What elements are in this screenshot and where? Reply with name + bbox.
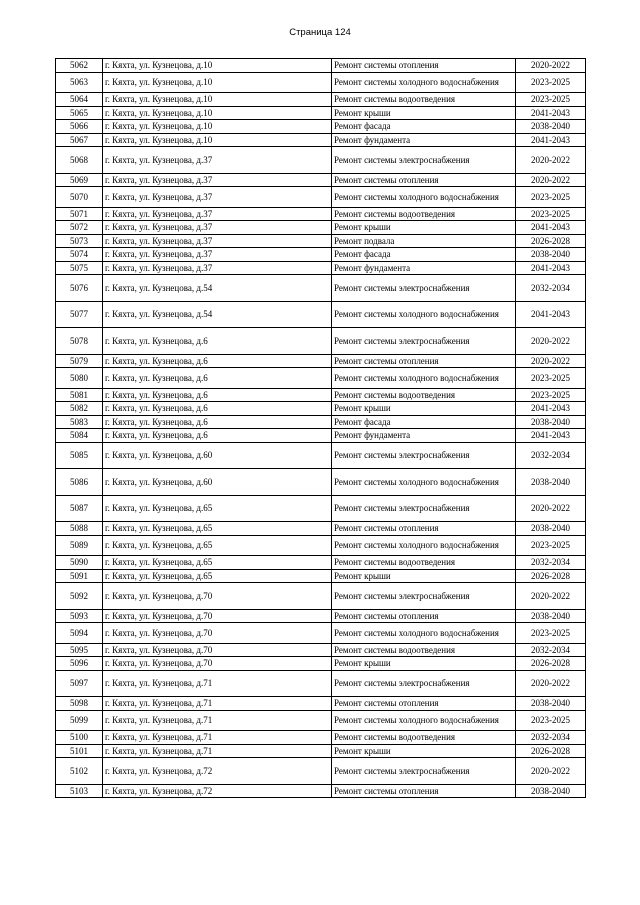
row-period: 2032-2034 [516, 731, 586, 745]
row-number: 5095 [56, 643, 103, 657]
row-number: 5094 [56, 623, 103, 644]
table-row [56, 207, 586, 221]
table-row [56, 72, 586, 93]
repair-schedule-table [55, 58, 586, 798]
row-number: 5066 [56, 120, 103, 134]
row-work-type: Ремонт фундамента [332, 429, 516, 443]
row-period: 2038-2040 [516, 784, 586, 798]
table-row [56, 120, 586, 134]
row-number: 5071 [56, 207, 103, 221]
table-row [56, 495, 586, 522]
table-row [56, 583, 586, 610]
table-row [56, 609, 586, 623]
row-work-type: Ремонт крыши [332, 657, 516, 671]
row-address: г. Кяхта, ул. Кузнецова, д.72 [103, 758, 332, 785]
row-period: 2041-2043 [516, 402, 586, 416]
row-work-type: Ремонт системы холодного водоснабжения [332, 187, 516, 208]
row-period: 2032-2034 [516, 643, 586, 657]
table-row [56, 569, 586, 583]
row-address: г. Кяхта, ул. Кузнецова, д.10 [103, 133, 332, 147]
table-row [56, 535, 586, 556]
row-address: г. Кяхта, ул. Кузнецова, д.65 [103, 556, 332, 570]
row-work-type: Ремонт системы водоотведения [332, 388, 516, 402]
table-row [56, 93, 586, 107]
row-address: г. Кяхта, ул. Кузнецова, д.65 [103, 495, 332, 522]
row-address: г. Кяхта, ул. Кузнецова, д.10 [103, 106, 332, 120]
row-number: 5081 [56, 388, 103, 402]
table-row [56, 556, 586, 570]
row-work-type: Ремонт подвала [332, 234, 516, 248]
row-address: г. Кяхта, ул. Кузнецова, д.65 [103, 522, 332, 536]
table-row [56, 221, 586, 235]
row-period: 2026-2028 [516, 234, 586, 248]
row-work-type: Ремонт системы электроснабжения [332, 442, 516, 469]
row-number: 5099 [56, 710, 103, 731]
row-period: 2020-2022 [516, 583, 586, 610]
row-work-type: Ремонт системы отопления [332, 609, 516, 623]
row-number: 5102 [56, 758, 103, 785]
table-row [56, 429, 586, 443]
row-period: 2038-2040 [516, 248, 586, 262]
row-period: 2020-2022 [516, 758, 586, 785]
row-address: г. Кяхта, ул. Кузнецова, д.65 [103, 569, 332, 583]
row-work-type: Ремонт системы водоотведения [332, 207, 516, 221]
row-work-type: Ремонт системы водоотведения [332, 556, 516, 570]
row-address: г. Кяхта, ул. Кузнецова, д.70 [103, 643, 332, 657]
row-work-type: Ремонт фундамента [332, 261, 516, 275]
row-period: 2041-2043 [516, 106, 586, 120]
table-row [56, 248, 586, 262]
row-number: 5063 [56, 72, 103, 93]
row-period: 2020-2022 [516, 147, 586, 174]
row-period: 2026-2028 [516, 744, 586, 758]
row-work-type: Ремонт системы электроснабжения [332, 147, 516, 174]
row-address: г. Кяхта, ул. Кузнецова, д.37 [103, 261, 332, 275]
row-work-type: Ремонт фасада [332, 120, 516, 134]
row-number: 5062 [56, 59, 103, 73]
row-period: 2026-2028 [516, 657, 586, 671]
row-work-type: Ремонт системы отопления [332, 522, 516, 536]
table-row [56, 657, 586, 671]
table-row [56, 368, 586, 389]
table-row [56, 784, 586, 798]
row-number: 5080 [56, 368, 103, 389]
row-work-type: Ремонт крыши [332, 221, 516, 235]
row-number: 5073 [56, 234, 103, 248]
row-address: г. Кяхта, ул. Кузнецова, д.54 [103, 275, 332, 302]
row-number: 5064 [56, 93, 103, 107]
row-address: г. Кяхта, ул. Кузнецова, д.6 [103, 328, 332, 355]
row-address: г. Кяхта, ул. Кузнецова, д.6 [103, 429, 332, 443]
row-work-type: Ремонт крыши [332, 106, 516, 120]
row-period: 2023-2025 [516, 207, 586, 221]
row-number: 5078 [56, 328, 103, 355]
table-row [56, 187, 586, 208]
row-work-type: Ремонт системы водоотведения [332, 643, 516, 657]
row-address: г. Кяхта, ул. Кузнецова, д.54 [103, 301, 332, 328]
row-period: 2023-2025 [516, 710, 586, 731]
row-address: г. Кяхта, ул. Кузнецова, д.37 [103, 187, 332, 208]
row-work-type: Ремонт системы электроснабжения [332, 328, 516, 355]
row-number: 5070 [56, 187, 103, 208]
row-address: г. Кяхта, ул. Кузнецова, д.71 [103, 670, 332, 697]
row-period: 2038-2040 [516, 697, 586, 711]
row-work-type: Ремонт системы отопления [332, 784, 516, 798]
row-address: г. Кяхта, ул. Кузнецова, д.10 [103, 120, 332, 134]
table-row [56, 402, 586, 416]
row-number: 5090 [56, 556, 103, 570]
row-work-type: Ремонт системы отопления [332, 173, 516, 187]
row-work-type: Ремонт системы электроснабжения [332, 275, 516, 302]
row-period: 2020-2022 [516, 354, 586, 368]
table-row [56, 261, 586, 275]
row-address: г. Кяхта, ул. Кузнецова, д.60 [103, 469, 332, 496]
table-row [56, 643, 586, 657]
row-address: г. Кяхта, ул. Кузнецова, д.10 [103, 72, 332, 93]
row-period: 2020-2022 [516, 328, 586, 355]
row-number: 5072 [56, 221, 103, 235]
row-work-type: Ремонт крыши [332, 569, 516, 583]
row-address: г. Кяхта, ул. Кузнецова, д.10 [103, 93, 332, 107]
row-address: г. Кяхта, ул. Кузнецова, д.6 [103, 354, 332, 368]
row-number: 5065 [56, 106, 103, 120]
row-work-type: Ремонт фундамента [332, 133, 516, 147]
table-row [56, 670, 586, 697]
row-address: г. Кяхта, ул. Кузнецова, д.6 [103, 368, 332, 389]
table-row [56, 133, 586, 147]
row-address: г. Кяхта, ул. Кузнецова, д.72 [103, 784, 332, 798]
row-number: 5091 [56, 569, 103, 583]
row-work-type: Ремонт крыши [332, 744, 516, 758]
row-work-type: Ремонт системы отопления [332, 354, 516, 368]
row-number: 5085 [56, 442, 103, 469]
row-number: 5100 [56, 731, 103, 745]
table-row [56, 328, 586, 355]
row-address: г. Кяхта, ул. Кузнецова, д.65 [103, 535, 332, 556]
row-number: 5101 [56, 744, 103, 758]
row-number: 5077 [56, 301, 103, 328]
row-number: 5086 [56, 469, 103, 496]
row-period: 2023-2025 [516, 187, 586, 208]
row-period: 2041-2043 [516, 133, 586, 147]
row-number: 5103 [56, 784, 103, 798]
row-period: 2041-2043 [516, 301, 586, 328]
row-work-type: Ремонт системы холодного водоснабжения [332, 469, 516, 496]
table-row [56, 234, 586, 248]
row-work-type: Ремонт системы холодного водоснабжения [332, 535, 516, 556]
row-number: 5096 [56, 657, 103, 671]
table-row [56, 147, 586, 174]
row-work-type: Ремонт системы холодного водоснабжения [332, 368, 516, 389]
row-work-type: Ремонт системы электроснабжения [332, 495, 516, 522]
row-period: 2020-2022 [516, 173, 586, 187]
table-row [56, 59, 586, 73]
row-period: 2038-2040 [516, 415, 586, 429]
row-address: г. Кяхта, ул. Кузнецова, д.71 [103, 744, 332, 758]
row-address: г. Кяхта, ул. Кузнецова, д.70 [103, 623, 332, 644]
row-number: 5097 [56, 670, 103, 697]
row-number: 5079 [56, 354, 103, 368]
row-period: 2023-2025 [516, 368, 586, 389]
row-address: г. Кяхта, ул. Кузнецова, д.37 [103, 221, 332, 235]
row-work-type: Ремонт системы холодного водоснабжения [332, 710, 516, 731]
row-work-type: Ремонт системы холодного водоснабжения [332, 301, 516, 328]
row-period: 2020-2022 [516, 59, 586, 73]
row-period: 2038-2040 [516, 120, 586, 134]
row-address: г. Кяхта, ул. Кузнецова, д.70 [103, 609, 332, 623]
row-period: 2032-2034 [516, 556, 586, 570]
row-number: 5092 [56, 583, 103, 610]
row-number: 5075 [56, 261, 103, 275]
table-row [56, 442, 586, 469]
row-number: 5093 [56, 609, 103, 623]
row-work-type: Ремонт крыши [332, 402, 516, 416]
row-address: г. Кяхта, ул. Кузнецова, д.60 [103, 442, 332, 469]
table-row [56, 301, 586, 328]
row-period: 2038-2040 [516, 609, 586, 623]
row-work-type: Ремонт системы электроснабжения [332, 583, 516, 610]
row-address: г. Кяхта, ул. Кузнецова, д.6 [103, 402, 332, 416]
row-work-type: Ремонт системы отопления [332, 697, 516, 711]
row-period: 2041-2043 [516, 261, 586, 275]
row-period: 2020-2022 [516, 670, 586, 697]
table-row [56, 731, 586, 745]
row-period: 2026-2028 [516, 569, 586, 583]
row-number: 5083 [56, 415, 103, 429]
row-period: 2032-2034 [516, 442, 586, 469]
row-period: 2041-2043 [516, 429, 586, 443]
table-row [56, 744, 586, 758]
table-row [56, 354, 586, 368]
row-period: 2023-2025 [516, 93, 586, 107]
row-period: 2023-2025 [516, 388, 586, 402]
table-row [56, 522, 586, 536]
row-period: 2038-2040 [516, 522, 586, 536]
row-number: 5089 [56, 535, 103, 556]
row-work-type: Ремонт фасада [332, 248, 516, 262]
row-address: г. Кяхта, ул. Кузнецова, д.70 [103, 657, 332, 671]
row-number: 5084 [56, 429, 103, 443]
row-work-type: Ремонт системы электроснабжения [332, 670, 516, 697]
row-period: 2020-2022 [516, 495, 586, 522]
row-work-type: Ремонт системы электроснабжения [332, 758, 516, 785]
row-number: 5088 [56, 522, 103, 536]
row-work-type: Ремонт системы водоотведения [332, 731, 516, 745]
row-number: 5087 [56, 495, 103, 522]
row-work-type: Ремонт системы холодного водоснабжения [332, 72, 516, 93]
row-number: 5098 [56, 697, 103, 711]
table-body [56, 59, 586, 798]
row-address: г. Кяхта, ул. Кузнецова, д.37 [103, 147, 332, 174]
row-address: г. Кяхта, ул. Кузнецова, д.37 [103, 207, 332, 221]
table-row [56, 173, 586, 187]
table-row [56, 469, 586, 496]
row-number: 5068 [56, 147, 103, 174]
row-period: 2038-2040 [516, 469, 586, 496]
row-address: г. Кяхта, ул. Кузнецова, д.71 [103, 710, 332, 731]
row-number: 5074 [56, 248, 103, 262]
row-address: г. Кяхта, ул. Кузнецова, д.71 [103, 697, 332, 711]
table-row [56, 275, 586, 302]
table-row [56, 415, 586, 429]
row-address: г. Кяхта, ул. Кузнецова, д.6 [103, 415, 332, 429]
table-row [56, 758, 586, 785]
row-work-type: Ремонт системы отопления [332, 59, 516, 73]
row-address: г. Кяхта, ул. Кузнецова, д.37 [103, 173, 332, 187]
table-row [56, 388, 586, 402]
row-number: 5082 [56, 402, 103, 416]
row-period: 2041-2043 [516, 221, 586, 235]
page-header: Страница 124 [289, 27, 351, 38]
table-row [56, 697, 586, 711]
row-work-type: Ремонт системы водоотведения [332, 93, 516, 107]
row-address: г. Кяхта, ул. Кузнецова, д.37 [103, 234, 332, 248]
row-period: 2023-2025 [516, 623, 586, 644]
row-period: 2032-2034 [516, 275, 586, 302]
row-number: 5067 [56, 133, 103, 147]
row-address: г. Кяхта, ул. Кузнецова, д.70 [103, 583, 332, 610]
row-address: г. Кяхта, ул. Кузнецова, д.10 [103, 59, 332, 73]
row-number: 5069 [56, 173, 103, 187]
row-period: 2023-2025 [516, 72, 586, 93]
row-work-type: Ремонт системы холодного водоснабжения [332, 623, 516, 644]
table-row [56, 710, 586, 731]
row-period: 2023-2025 [516, 535, 586, 556]
row-work-type: Ремонт фасада [332, 415, 516, 429]
row-address: г. Кяхта, ул. Кузнецова, д.37 [103, 248, 332, 262]
row-number: 5076 [56, 275, 103, 302]
table-row [56, 623, 586, 644]
row-address: г. Кяхта, ул. Кузнецова, д.71 [103, 731, 332, 745]
row-address: г. Кяхта, ул. Кузнецова, д.6 [103, 388, 332, 402]
table-row [56, 106, 586, 120]
